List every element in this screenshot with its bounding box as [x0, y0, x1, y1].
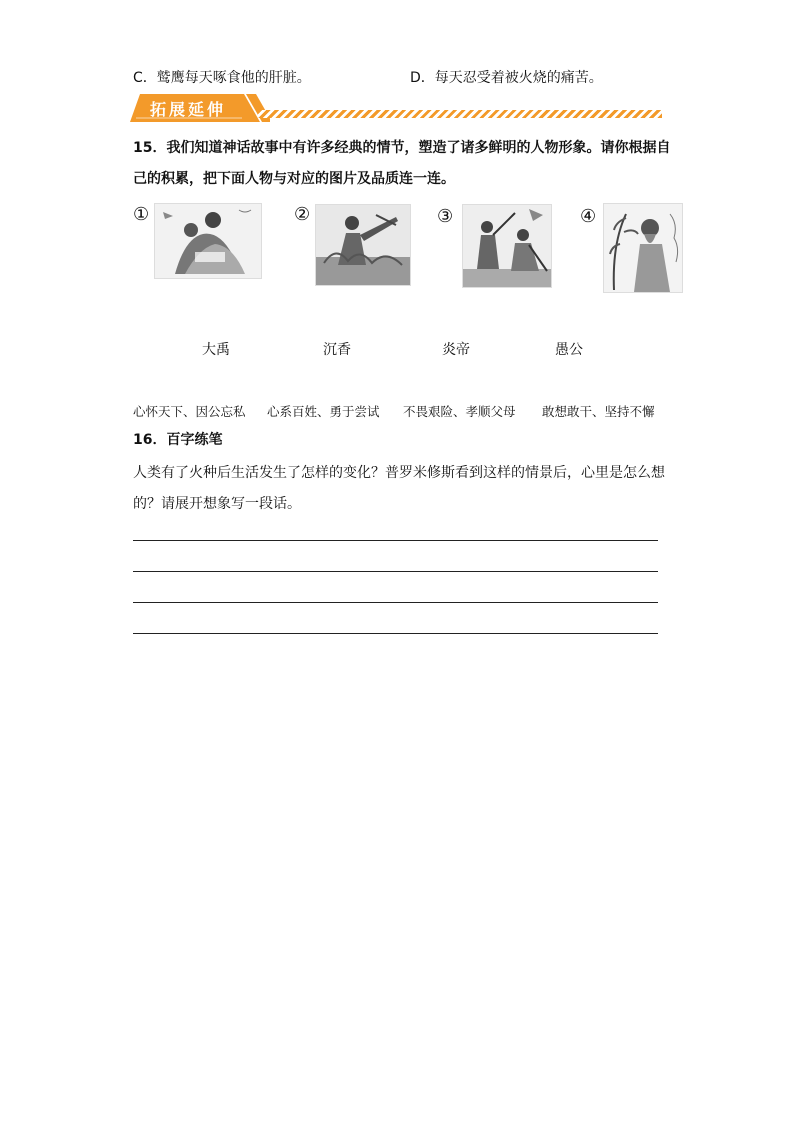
quality-3: 不畏艰险、孝顺父母 [403, 404, 516, 419]
option-d: D．每天忍受着被火烧的痛苦。 [410, 70, 603, 86]
illustration-warrior-icon [315, 204, 411, 286]
quality-2: 心系百姓、勇于尝试 [267, 404, 380, 419]
q16-text-line1: 人类有了火种后生活发生了怎样的变化？普罗米修斯看到这样的情景后，心里是怎么想 [133, 465, 665, 481]
q15-text-line1: 15．我们知道神话故事中有许多经典的情节，塑造了诸多鲜明的人物形象。请你根据自 [133, 140, 671, 156]
illustration-embrace-icon [154, 203, 262, 279]
name-chenxiang: 沉香 [323, 342, 351, 358]
section-banner-title: 拓展延伸 [150, 100, 227, 119]
quality-1: 心怀天下、因公忘私 [133, 404, 246, 419]
name-yandi: 炎帝 [442, 342, 470, 358]
section-banner [130, 94, 662, 122]
writing-line-2[interactable] [133, 571, 658, 572]
picture-4-number: ④ [580, 206, 597, 227]
illustration-digging-icon [462, 204, 552, 288]
q16-text-line2: 的？请展开想象写一段话。 [133, 496, 301, 512]
name-dayu: 大禹 [202, 342, 230, 358]
illustration-elder-herbs-icon [603, 203, 683, 293]
option-c: C．鹫鹰每天啄食他的肝脏。 [133, 70, 311, 86]
quality-4: 敢想敢干、坚持不懈 [542, 404, 655, 419]
banner-stripes [258, 110, 662, 118]
writing-line-1[interactable] [133, 540, 658, 541]
picture-1-number: ① [133, 204, 150, 225]
q15-text-line2: 己的积累，把下面人物与对应的图片及品质连一连。 [133, 171, 455, 187]
picture-2-number: ② [294, 204, 311, 225]
name-yugong: 愚公 [555, 342, 583, 358]
writing-line-4[interactable] [133, 633, 658, 634]
q16-title: 16．百字练笔 [133, 432, 223, 448]
writing-line-3[interactable] [133, 602, 658, 603]
picture-3-number: ③ [437, 206, 454, 227]
